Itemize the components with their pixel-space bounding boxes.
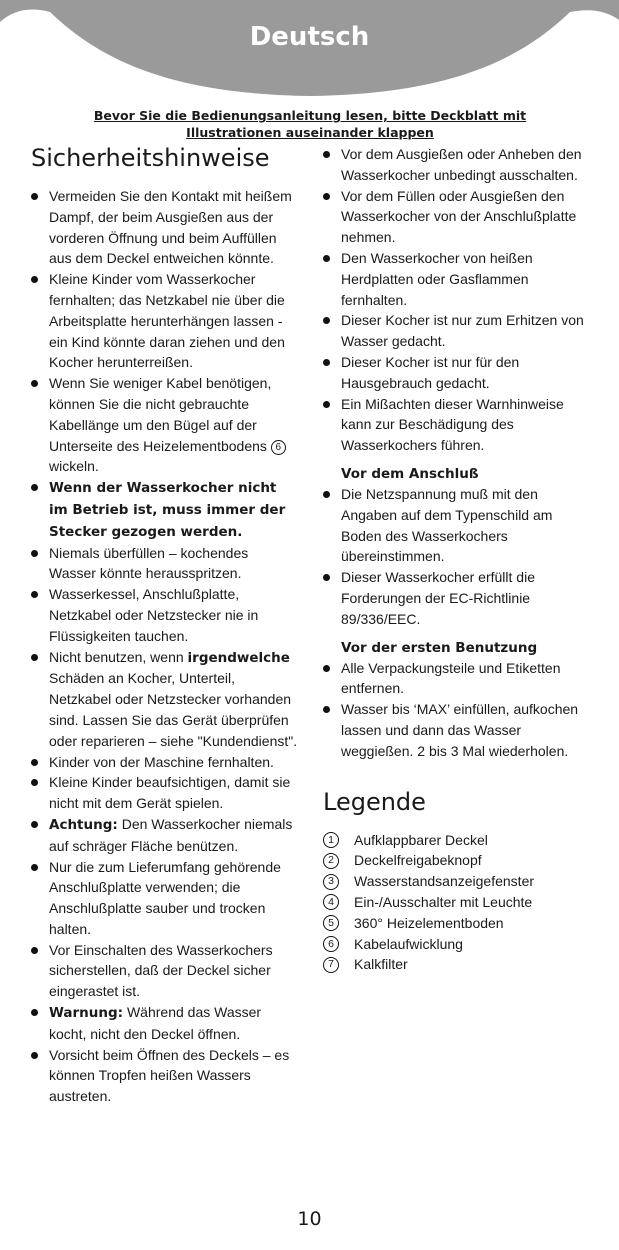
intro-instruction: [60, 107, 560, 141]
legend-label: Ein-/Ausschalter mit Leuchte: [354, 893, 533, 910]
legend-label: Deckelfreigabeknopf: [354, 852, 482, 869]
legend-number-badge: 1: [323, 832, 339, 848]
list-item: [31, 584, 299, 646]
list-item: [323, 352, 593, 394]
legend-label: 360° Heizelementboden: [354, 914, 504, 931]
item-text: Vor Einschalten des Wasserkochers sicherstellen, daß der Deckel sicher eingerastet ist.: [49, 941, 273, 1000]
legend-number-badge: 3: [323, 874, 339, 890]
list-item: [323, 144, 593, 186]
item-text: Nur die zum Lieferumfang gehörende Anschlußplatte verwenden; die Anschlußplatte sauber und trocken halten.: [49, 858, 281, 937]
list-item: [31, 772, 299, 814]
legend-label: Wasserstandsanzeigefenster: [354, 873, 535, 890]
item-text: Dieser Kocher ist nur für den Hausgebrauch gedacht.: [341, 353, 520, 391]
list-item: [31, 269, 299, 373]
item-text: Kinder von der Maschine fernhalten.: [49, 753, 274, 770]
item-text: Wasserkessel, Anschlußplatte, Netzkabel oder Netzstecker nie in Flüssigkeiten tauchen.: [49, 586, 259, 644]
intro-line-1: Bevor Sie die Bedienungsanleitung lesen, bitte Deckblatt mit: [93, 108, 527, 123]
item-text-suffix: Schäden an Kocher, Unterteil, Netzkabel oder Netzstecker vorhanden sind. Lassen Sie das Gerät überprüfen oder reparieren – siehe "Kundendienst".: [49, 670, 298, 749]
item-text: Niemals überfüllen – kochendes Wasser könnte herausspritzen.: [49, 544, 249, 582]
legend-item: [323, 913, 593, 934]
item-bold-text: irgendwelche: [187, 649, 290, 666]
safety-list-continued: [323, 144, 593, 456]
item-text-suffix: Den Wasserkocher niemals auf schräger Fläche benützen.: [49, 815, 293, 854]
list-item: [323, 310, 593, 352]
item-text: Wasser bis ‘MAX’ einfüllen, aufkochen lassen und dann das Wasser weggießen. 2 bis 3 Mal wiederholen.: [341, 701, 579, 759]
item-text: Ein Mißachten dieser Warnhinweise kann zur Beschädigung des Wasserkochers führen.: [341, 395, 564, 454]
connection-list: [323, 484, 593, 630]
legend-label: Kabelaufwicklung: [354, 935, 463, 952]
list-item: [323, 567, 593, 629]
item-text: Vor dem Füllen oder Ausgießen den Wasserkocher von der Anschlußplatte nehmen.: [341, 187, 577, 246]
first-use-list: [323, 658, 593, 762]
item-text: Den Wasserkocher von heißen Herdplatten oder Gasflammen fernhalten.: [341, 249, 533, 308]
item-bold-text: Warnung:: [49, 1005, 124, 1022]
language-title: Deutsch: [249, 22, 370, 52]
list-item: [31, 477, 299, 542]
legend-item: [323, 934, 593, 955]
list-item: [323, 394, 593, 456]
left-column: [31, 144, 299, 1107]
item-text: Kleine Kinder vom Wasserkocher fernhalten; das Netzkabel nie über die Arbeitsplatte herunterhängen lassen - ein Kind könnte daran ziehen und den Kocher herunterreißen.: [49, 271, 285, 371]
ref-number-badge: 6: [271, 440, 286, 455]
item-text: Die Netzspannung muß mit den Angaben auf dem Typenschild am Boden des Wasserkochers übereinstimmen.: [341, 485, 553, 565]
list-item: [323, 248, 593, 310]
first-use-heading: Vor der ersten Benutzung: [341, 639, 538, 656]
safety-list: [31, 186, 299, 1107]
legend-item: [323, 871, 593, 892]
list-item: [31, 814, 299, 857]
item-text: Dieser Kocher ist nur zum Erhitzen von Wasser gedacht.: [341, 312, 584, 350]
list-item: [31, 1045, 299, 1107]
legend-list: [323, 830, 593, 976]
list-item: [31, 543, 299, 585]
legend-item: [323, 892, 593, 913]
legend-item: [323, 954, 593, 975]
list-item: [323, 186, 593, 248]
list-item: [31, 1002, 299, 1045]
list-item: [31, 857, 299, 940]
item-text-suffix: Während das Wasser kocht, nicht den Deckel öffnen.: [49, 1004, 262, 1042]
legend-number-badge: 2: [323, 853, 339, 869]
list-item: [31, 647, 299, 752]
legend-label: Kalkfilter: [354, 956, 408, 973]
list-item: [323, 658, 593, 700]
item-text: Vor dem Ausgießen oder Anheben den Wasserkocher unbedingt ausschalten.: [341, 146, 582, 183]
item-text: Vermeiden Sie den Kontakt mit heißem Dampf, der beim Ausgießen aus der vorderen Öffnung und beim Auffüllen aus dem Deckel entweichen könnte.: [49, 188, 292, 267]
list-item: [31, 940, 299, 1002]
legend-number-badge: 4: [323, 894, 339, 910]
item-text-suffix: wickeln.: [49, 458, 99, 475]
item-bold-text: Achtung:: [49, 816, 118, 833]
list-item: [31, 186, 299, 269]
legend-item: [323, 850, 593, 871]
page-number: 10: [297, 1208, 322, 1230]
safety-title: Sicherheitshinweise: [31, 144, 270, 172]
item-bold-text: Wenn der Wasserkocher nicht im Betrieb ist, muss immer der Stecker gezogen werden.: [49, 480, 286, 540]
item-text: Dieser Wasserkocher erfüllt die Forderungen der EC-Richtlinie 89/336/EEC.: [341, 569, 535, 627]
item-text: Wenn Sie weniger Kabel benötigen, können Sie die nicht gebrauchte Kabellänge um den Bügel auf der Unterseite des Heizelementbodens: [49, 375, 272, 454]
list-item: [323, 484, 593, 567]
list-item: [323, 699, 593, 761]
legend-item: [323, 830, 593, 851]
right-column: [323, 144, 593, 975]
item-text: Kleine Kinder beaufsichtigen, damit sie nicht mit dem Gerät spielen.: [49, 774, 291, 812]
item-text: Alle Verpackungsteile und Etiketten entfernen.: [341, 659, 561, 697]
intro-line-2: Illustrationen auseinander klappen: [186, 125, 434, 140]
list-item: [31, 373, 299, 477]
connection-heading: Vor dem Anschluß: [341, 465, 479, 482]
legend-label: Aufklappbarer Deckel: [354, 831, 488, 848]
legend-number-badge: 6: [323, 936, 339, 952]
legend-number-badge: 7: [323, 957, 339, 973]
list-item: [31, 752, 299, 773]
legend-number-badge: 5: [323, 915, 339, 931]
item-text: Nicht benutzen, wenn: [49, 648, 188, 665]
item-text: Vorsicht beim Öffnen des Deckels – es können Tropfen heißen Wassers austreten.: [49, 1046, 290, 1105]
legend-title: Legende: [323, 787, 426, 816]
